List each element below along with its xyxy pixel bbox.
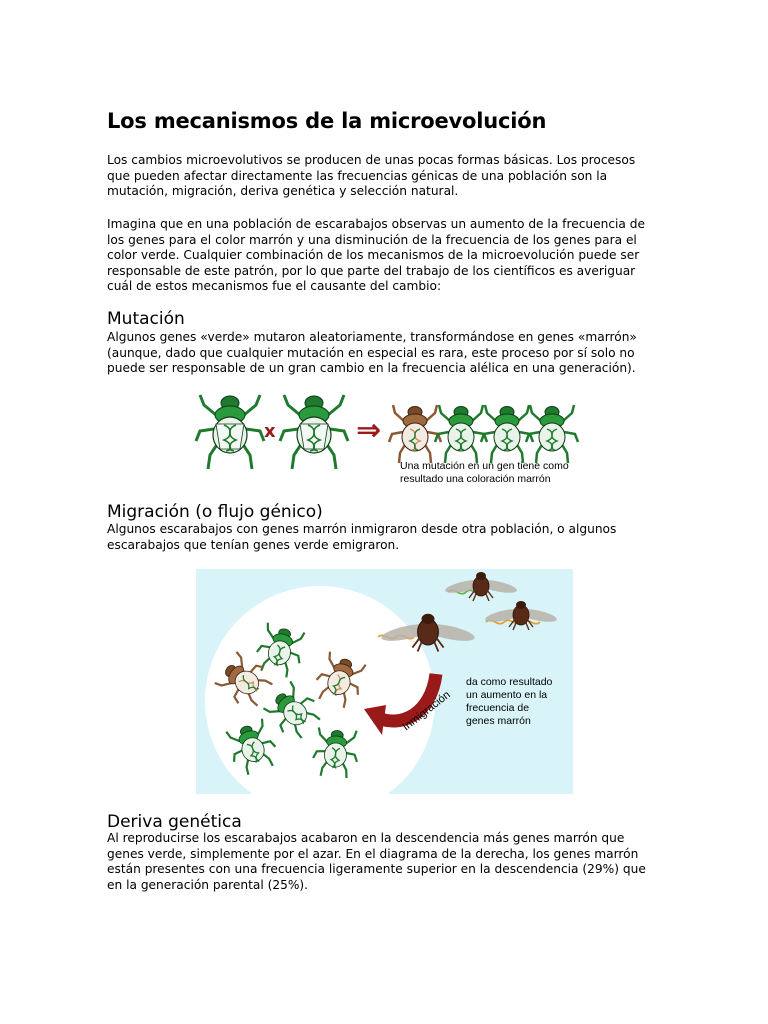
immigration-label: Inmigración bbox=[400, 688, 453, 734]
arrow-symbol: ⇒ bbox=[356, 413, 382, 448]
mutation-caption-line-2: resultado una coloración marrón bbox=[400, 473, 551, 485]
migration-figure bbox=[196, 569, 573, 794]
flying-beetle-1 bbox=[444, 572, 518, 601]
page-title: Los mecanismos de la microevolución bbox=[107, 109, 547, 133]
migration-caption-line-1: da como resultado bbox=[466, 676, 553, 688]
offspring-beetle-brown bbox=[389, 405, 441, 463]
intro-paragraph-1: Los cambios microevolutivos se producen de unas pocas formas básicas. Los procesos que pueden afectar directamente las frecuencias génicas de una población son la mutación, migración, deriva genética y selección natural. bbox=[107, 153, 636, 198]
offspring-beetle-4 bbox=[526, 405, 578, 463]
section-heading-drift: Deriva genética bbox=[107, 812, 242, 832]
parent-beetle-1 bbox=[196, 395, 264, 469]
cross-symbol: x bbox=[264, 421, 276, 442]
section-text-drift: Al reproducirse los escarabajos acabaron en la descendencia más genes marrón que genes verde, simplemente por el azar. En el diagrama de la derecha, los genes marrón están presentes con una frecuencia ligeramente superior en la descendencia (29%) que en la generación parental (25%). bbox=[107, 831, 646, 892]
mutation-caption bbox=[400, 460, 569, 486]
migration-caption bbox=[466, 676, 552, 728]
section-text-mutation: Algunos genes «verde» mutaron aleatoriamente, transformándose en genes «marrón» (aunque, dado que cualquier mutación en especial es rara, este proceso por sí solo no puede ser responsable de un gran cambio en la frecuencia alélica en una generación). bbox=[107, 330, 637, 375]
offspring-beetle-2 bbox=[435, 405, 487, 463]
mutation-caption-line-1: Una mutación en un gen tiene como bbox=[400, 460, 569, 472]
flying-beetle-2 bbox=[484, 601, 558, 630]
migration-caption-line-4: genes marrón bbox=[466, 715, 531, 727]
section-text-migration: Algunos escarabajos con genes marrón inmigraron desde otra población, o algunos escarabajos que tenían genes verde emigraron. bbox=[107, 522, 617, 552]
mutation-figure bbox=[190, 385, 580, 490]
section-heading-mutation: Mutación bbox=[107, 309, 185, 329]
intro-paragraph-2: Imagina que en una población de escarabajos observas un aumento de la frecuencia de los genes para el color marrón y una disminución de la frecuencia de los genes para el color verde. Cualquier combinación de los mecanismos de la microevolución puede ser responsable de este patrón, por lo que parte del trabajo de los científicos es averiguar cuál de estos mecanismos fue el causante del cambio: bbox=[107, 217, 645, 293]
migration-caption-line-2: un aumento en la bbox=[466, 689, 548, 701]
migration-caption-line-3: frecuencia de bbox=[466, 702, 530, 714]
section-heading-migration: Migración (o flujo génico) bbox=[107, 502, 323, 522]
parent-beetle-2 bbox=[280, 395, 348, 469]
offspring-beetle-3 bbox=[481, 405, 533, 463]
